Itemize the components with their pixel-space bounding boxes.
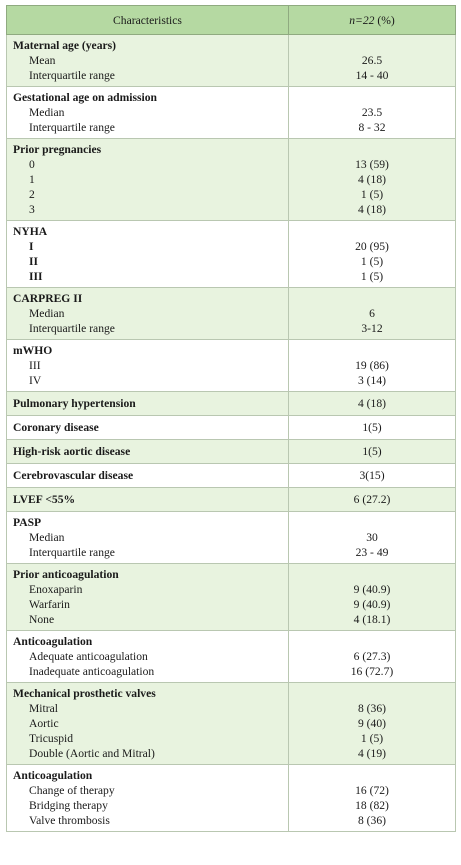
characteristic-cell xyxy=(7,35,289,87)
row-label: IV xyxy=(29,374,42,387)
section-title: mWHO xyxy=(13,344,53,357)
characteristic-cell xyxy=(7,765,289,832)
characteristics-table xyxy=(6,5,456,832)
table-row xyxy=(7,683,456,765)
row-value: 1 (5) xyxy=(360,270,384,283)
characteristic-cell xyxy=(7,416,289,440)
row-label: Median xyxy=(29,531,65,544)
value-cell xyxy=(289,564,456,631)
header-count xyxy=(289,6,456,35)
value-cell xyxy=(289,221,456,288)
characteristic-cell xyxy=(7,631,289,683)
header-n-label: n=22 xyxy=(349,13,375,27)
value-cell xyxy=(289,683,456,765)
row-value: 4 (18) xyxy=(357,397,386,410)
row-label: Interquartile range xyxy=(29,121,115,134)
table-body xyxy=(7,35,456,832)
table-row xyxy=(7,221,456,288)
section-title: LVEF <55% xyxy=(13,493,76,506)
value-spacer xyxy=(293,343,451,358)
characteristic-cell xyxy=(7,87,289,139)
value-cell xyxy=(289,416,456,440)
table-row xyxy=(7,512,456,564)
row-value: 8 (36) xyxy=(357,814,386,827)
table-row xyxy=(7,488,456,512)
table-row xyxy=(7,392,456,416)
section-title: CARPREG II xyxy=(13,292,83,305)
value-cell xyxy=(289,392,456,416)
row-label: Mean xyxy=(29,54,56,67)
row-value: 3(15) xyxy=(359,469,385,482)
value-cell xyxy=(289,464,456,488)
row-label: Mitral xyxy=(29,702,58,715)
row-value: 1 (5) xyxy=(360,188,384,201)
header-pct-label: (%) xyxy=(377,13,395,27)
row-label: 3 xyxy=(29,203,35,216)
row-value: 26.5 xyxy=(361,54,383,67)
characteristic-cell xyxy=(7,392,289,416)
row-label: 1 xyxy=(29,173,35,186)
value-spacer xyxy=(293,291,451,306)
value-cell xyxy=(289,340,456,392)
row-label: Inadequate anticoagulation xyxy=(29,665,155,678)
header-characteristics: Characteristics xyxy=(7,6,289,35)
row-value: 16 (72) xyxy=(355,784,389,797)
value-cell xyxy=(289,139,456,221)
section-title: NYHA xyxy=(13,225,48,238)
section-title: Maternal age (years) xyxy=(13,39,117,52)
row-value: 19 (86) xyxy=(355,359,389,372)
table-row xyxy=(7,564,456,631)
value-spacer xyxy=(293,224,451,239)
row-value: 1(5) xyxy=(362,421,382,434)
row-label: Interquartile range xyxy=(29,546,115,559)
section-title: Pulmonary hypertension xyxy=(13,397,136,410)
value-spacer xyxy=(293,686,451,701)
value-cell xyxy=(289,87,456,139)
table-row xyxy=(7,416,456,440)
row-label: 0 xyxy=(29,158,35,171)
row-label: Valve thrombosis xyxy=(29,814,110,827)
row-label: Adequate anticoagulation xyxy=(29,650,148,663)
row-value: 8 (36) xyxy=(357,702,386,715)
row-value: 20 (95) xyxy=(355,240,389,253)
section-title: Gestational age on admission xyxy=(13,91,157,104)
table-row xyxy=(7,35,456,87)
row-label: I xyxy=(29,240,34,253)
table-row xyxy=(7,631,456,683)
section-title: Cerebrovascular disease xyxy=(13,469,134,482)
row-value: 8 - 32 xyxy=(358,121,386,134)
section-title: PASP xyxy=(13,516,42,529)
table-row xyxy=(7,464,456,488)
characteristic-cell xyxy=(7,488,289,512)
row-label: Enoxaparin xyxy=(29,583,83,596)
table-row xyxy=(7,765,456,832)
characteristic-cell xyxy=(7,683,289,765)
row-label: Median xyxy=(29,106,65,119)
row-value: 23 - 49 xyxy=(355,546,389,559)
table-row xyxy=(7,288,456,340)
characteristics-table-container xyxy=(6,5,455,832)
row-label: Median xyxy=(29,307,65,320)
row-label: III xyxy=(29,359,41,372)
value-cell xyxy=(289,488,456,512)
row-label: Warfarin xyxy=(29,598,70,611)
section-title: Prior anticoagulation xyxy=(13,568,119,581)
row-value: 4 (18) xyxy=(357,173,386,186)
value-cell xyxy=(289,631,456,683)
row-value: 6 xyxy=(369,307,375,320)
value-cell xyxy=(289,765,456,832)
table-row xyxy=(7,340,456,392)
value-cell xyxy=(289,512,456,564)
row-value: 9 (40.9) xyxy=(353,583,391,596)
value-spacer xyxy=(293,768,451,783)
value-cell xyxy=(289,288,456,340)
row-value: 3 (14) xyxy=(357,374,386,387)
row-label: III xyxy=(29,270,43,283)
row-value: 18 (82) xyxy=(355,799,389,812)
table-row xyxy=(7,440,456,464)
row-value: 9 (40.9) xyxy=(353,598,391,611)
characteristic-cell xyxy=(7,564,289,631)
row-value: 30 xyxy=(366,531,378,544)
row-value: 16 (72.7) xyxy=(350,665,394,678)
value-spacer xyxy=(293,515,451,530)
row-value: 6 (27.2) xyxy=(353,493,391,506)
row-label: Change of therapy xyxy=(29,784,115,797)
value-spacer xyxy=(293,634,451,649)
row-value: 1(5) xyxy=(362,445,382,458)
row-value: 1 (5) xyxy=(360,255,384,268)
value-spacer xyxy=(293,142,451,157)
row-label: Bridging therapy xyxy=(29,799,108,812)
section-title: Prior pregnancies xyxy=(13,143,102,156)
characteristic-cell xyxy=(7,464,289,488)
row-label: Double (Aortic and Mitral) xyxy=(29,747,155,760)
row-label: Interquartile range xyxy=(29,322,115,335)
row-label: None xyxy=(29,613,55,626)
row-value: 1 (5) xyxy=(360,732,384,745)
value-spacer xyxy=(293,90,451,105)
section-title: Anticoagulation xyxy=(13,769,93,782)
section-title: High-risk aortic disease xyxy=(13,445,131,458)
row-label: 2 xyxy=(29,188,35,201)
row-value: 6 (27.3) xyxy=(353,650,391,663)
row-value: 4 (18) xyxy=(357,203,386,216)
row-value: 14 - 40 xyxy=(355,69,389,82)
table-header-row xyxy=(7,6,456,35)
table-row xyxy=(7,139,456,221)
row-value: 23.5 xyxy=(361,106,383,119)
row-label: Tricuspid xyxy=(29,732,74,745)
row-label: Interquartile range xyxy=(29,69,115,82)
section-title: Anticoagulation xyxy=(13,635,93,648)
characteristic-cell xyxy=(7,288,289,340)
row-value: 3-12 xyxy=(361,322,383,335)
row-value: 9 (40) xyxy=(357,717,386,730)
characteristic-cell xyxy=(7,221,289,288)
characteristic-cell xyxy=(7,139,289,221)
table-row xyxy=(7,87,456,139)
row-label: Aortic xyxy=(29,717,59,730)
value-cell xyxy=(289,440,456,464)
row-value: 4 (19) xyxy=(357,747,386,760)
characteristic-cell xyxy=(7,340,289,392)
section-title: Mechanical prosthetic valves xyxy=(13,687,156,700)
characteristic-cell xyxy=(7,440,289,464)
value-cell xyxy=(289,35,456,87)
row-value: 13 (59) xyxy=(355,158,389,171)
value-spacer xyxy=(293,567,451,582)
row-label: II xyxy=(29,255,39,268)
section-title: Coronary disease xyxy=(13,421,99,434)
row-value: 4 (18.1) xyxy=(353,613,391,626)
characteristic-cell xyxy=(7,512,289,564)
value-spacer xyxy=(293,38,451,53)
